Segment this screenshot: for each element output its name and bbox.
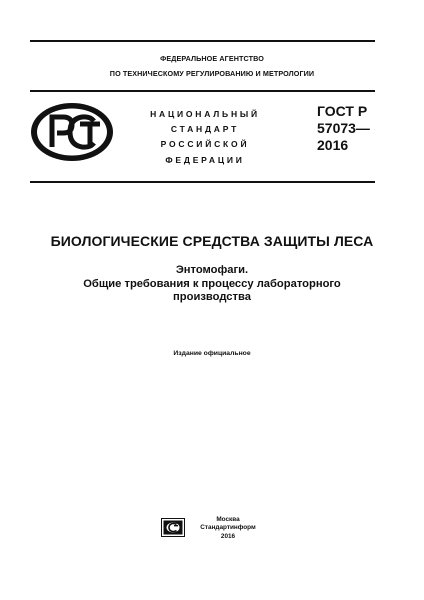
publisher-name: Стандартинформ	[200, 524, 256, 532]
top-rule	[30, 40, 375, 42]
document-title: БИОЛОГИЧЕСКИЕ СРЕДСТВА ЗАЩИТЫ ЛЕСА	[50, 233, 374, 249]
gost-line1: ГОСТ Р	[317, 103, 368, 119]
subtitle-line1: Энтомофаги.	[175, 264, 249, 276]
standard-line1: НАЦИОНАЛЬНЫЙ	[150, 109, 260, 119]
subtitle-line3: производства	[173, 291, 251, 303]
rst-certification-mark-icon	[30, 102, 114, 162]
standard-designation	[130, 107, 280, 168]
publisher-city: Москва	[216, 516, 240, 523]
document-subtitle	[60, 264, 364, 305]
edition-note: Издание официальное	[173, 350, 251, 357]
header-rule	[30, 90, 375, 92]
publisher-year: 2016	[220, 532, 236, 540]
standard-line3: РОССИЙСКОЙ	[160, 139, 250, 150]
standard-line4: ФЕДЕРАЦИИ	[165, 154, 245, 165]
section-rule	[30, 181, 375, 183]
gost-line2: 57073—	[317, 120, 370, 136]
gost-number	[317, 103, 397, 154]
subtitle-line2: Общие требования к процессу лабораторного	[83, 277, 341, 290]
publisher-info	[196, 516, 260, 541]
standard-line2: СТАНДАРТ	[170, 124, 240, 135]
agency-name-line2: ПО ТЕХНИЧЕСКОМУ РЕГУЛИРОВАНИЮ И МЕТРОЛОГИИ	[109, 69, 315, 78]
standartinform-logo-icon	[161, 518, 185, 537]
agency-name-line1: ФЕДЕРАЛЬНОЕ АГЕНТСТВО	[160, 54, 264, 63]
gost-line3: 2016	[317, 137, 349, 153]
